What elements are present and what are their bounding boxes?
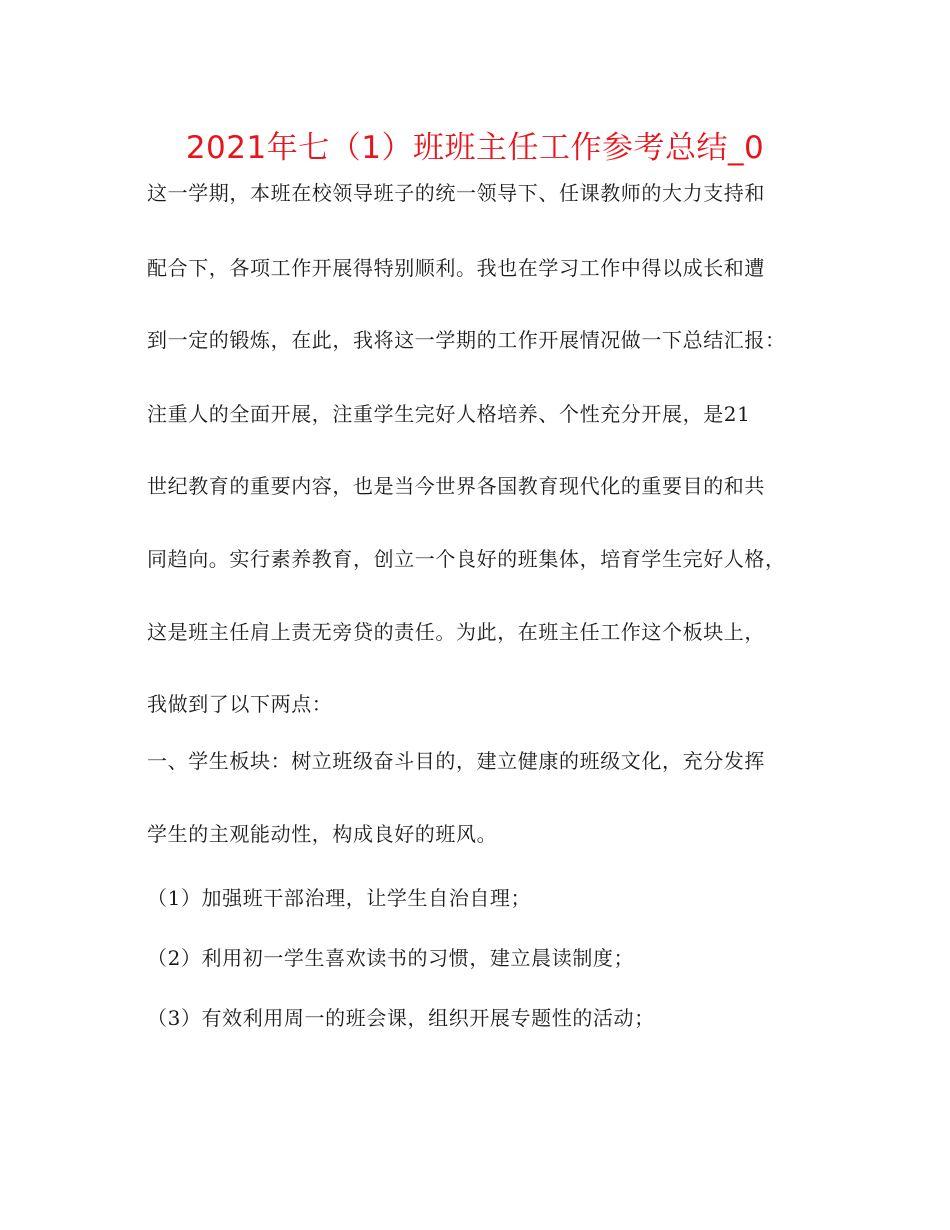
- paragraph-line: 注重人的全面开展，注重学生完好人格培养、个性充分开展，是21: [147, 402, 751, 426]
- document-title: 2021年七（1）班班主任工作参考总结_0: [185, 130, 765, 166]
- paragraph-line: 这一学期，本班在校领导班子的统一领导下、任课教师的大力支持和: [147, 181, 765, 205]
- paragraph-line: 到一定的锻炼，在此，我将这一学期的工作开展情况做一下总结汇报：: [147, 328, 786, 352]
- paragraph-line: 同趋向。实行素养教育，创立一个良好的班集体，培育学生完好人格，: [147, 547, 786, 571]
- list-item: （2）利用初一学生喜欢读书的习惯，建立晨读制度；: [147, 946, 635, 970]
- paragraph-line: 配合下，各项工作开展得特别顺利。我也在学习工作中得以成长和遭: [147, 256, 765, 280]
- list-item: （3）有效利用周一的班会课，组织开展专题性的活动；: [147, 1006, 655, 1030]
- paragraph-line: 这是班主任肩上责无旁贷的责任。为此，在班主任工作这个板块上，: [147, 620, 765, 644]
- paragraph-line: 一、学生板块：树立班级奋斗目的，建立健康的班级文化，充分发挥: [147, 749, 765, 773]
- paragraph-line: 学生的主观能动性，构成良好的班风。: [147, 822, 498, 846]
- paragraph-line: 我做到了以下两点：: [147, 692, 333, 716]
- list-item: （1）加强班干部治理，让学生自治自理；: [147, 886, 532, 910]
- paragraph-line: 世纪教育的重要内容，也是当今世界各国教育现代化的重要目的和共: [147, 474, 765, 498]
